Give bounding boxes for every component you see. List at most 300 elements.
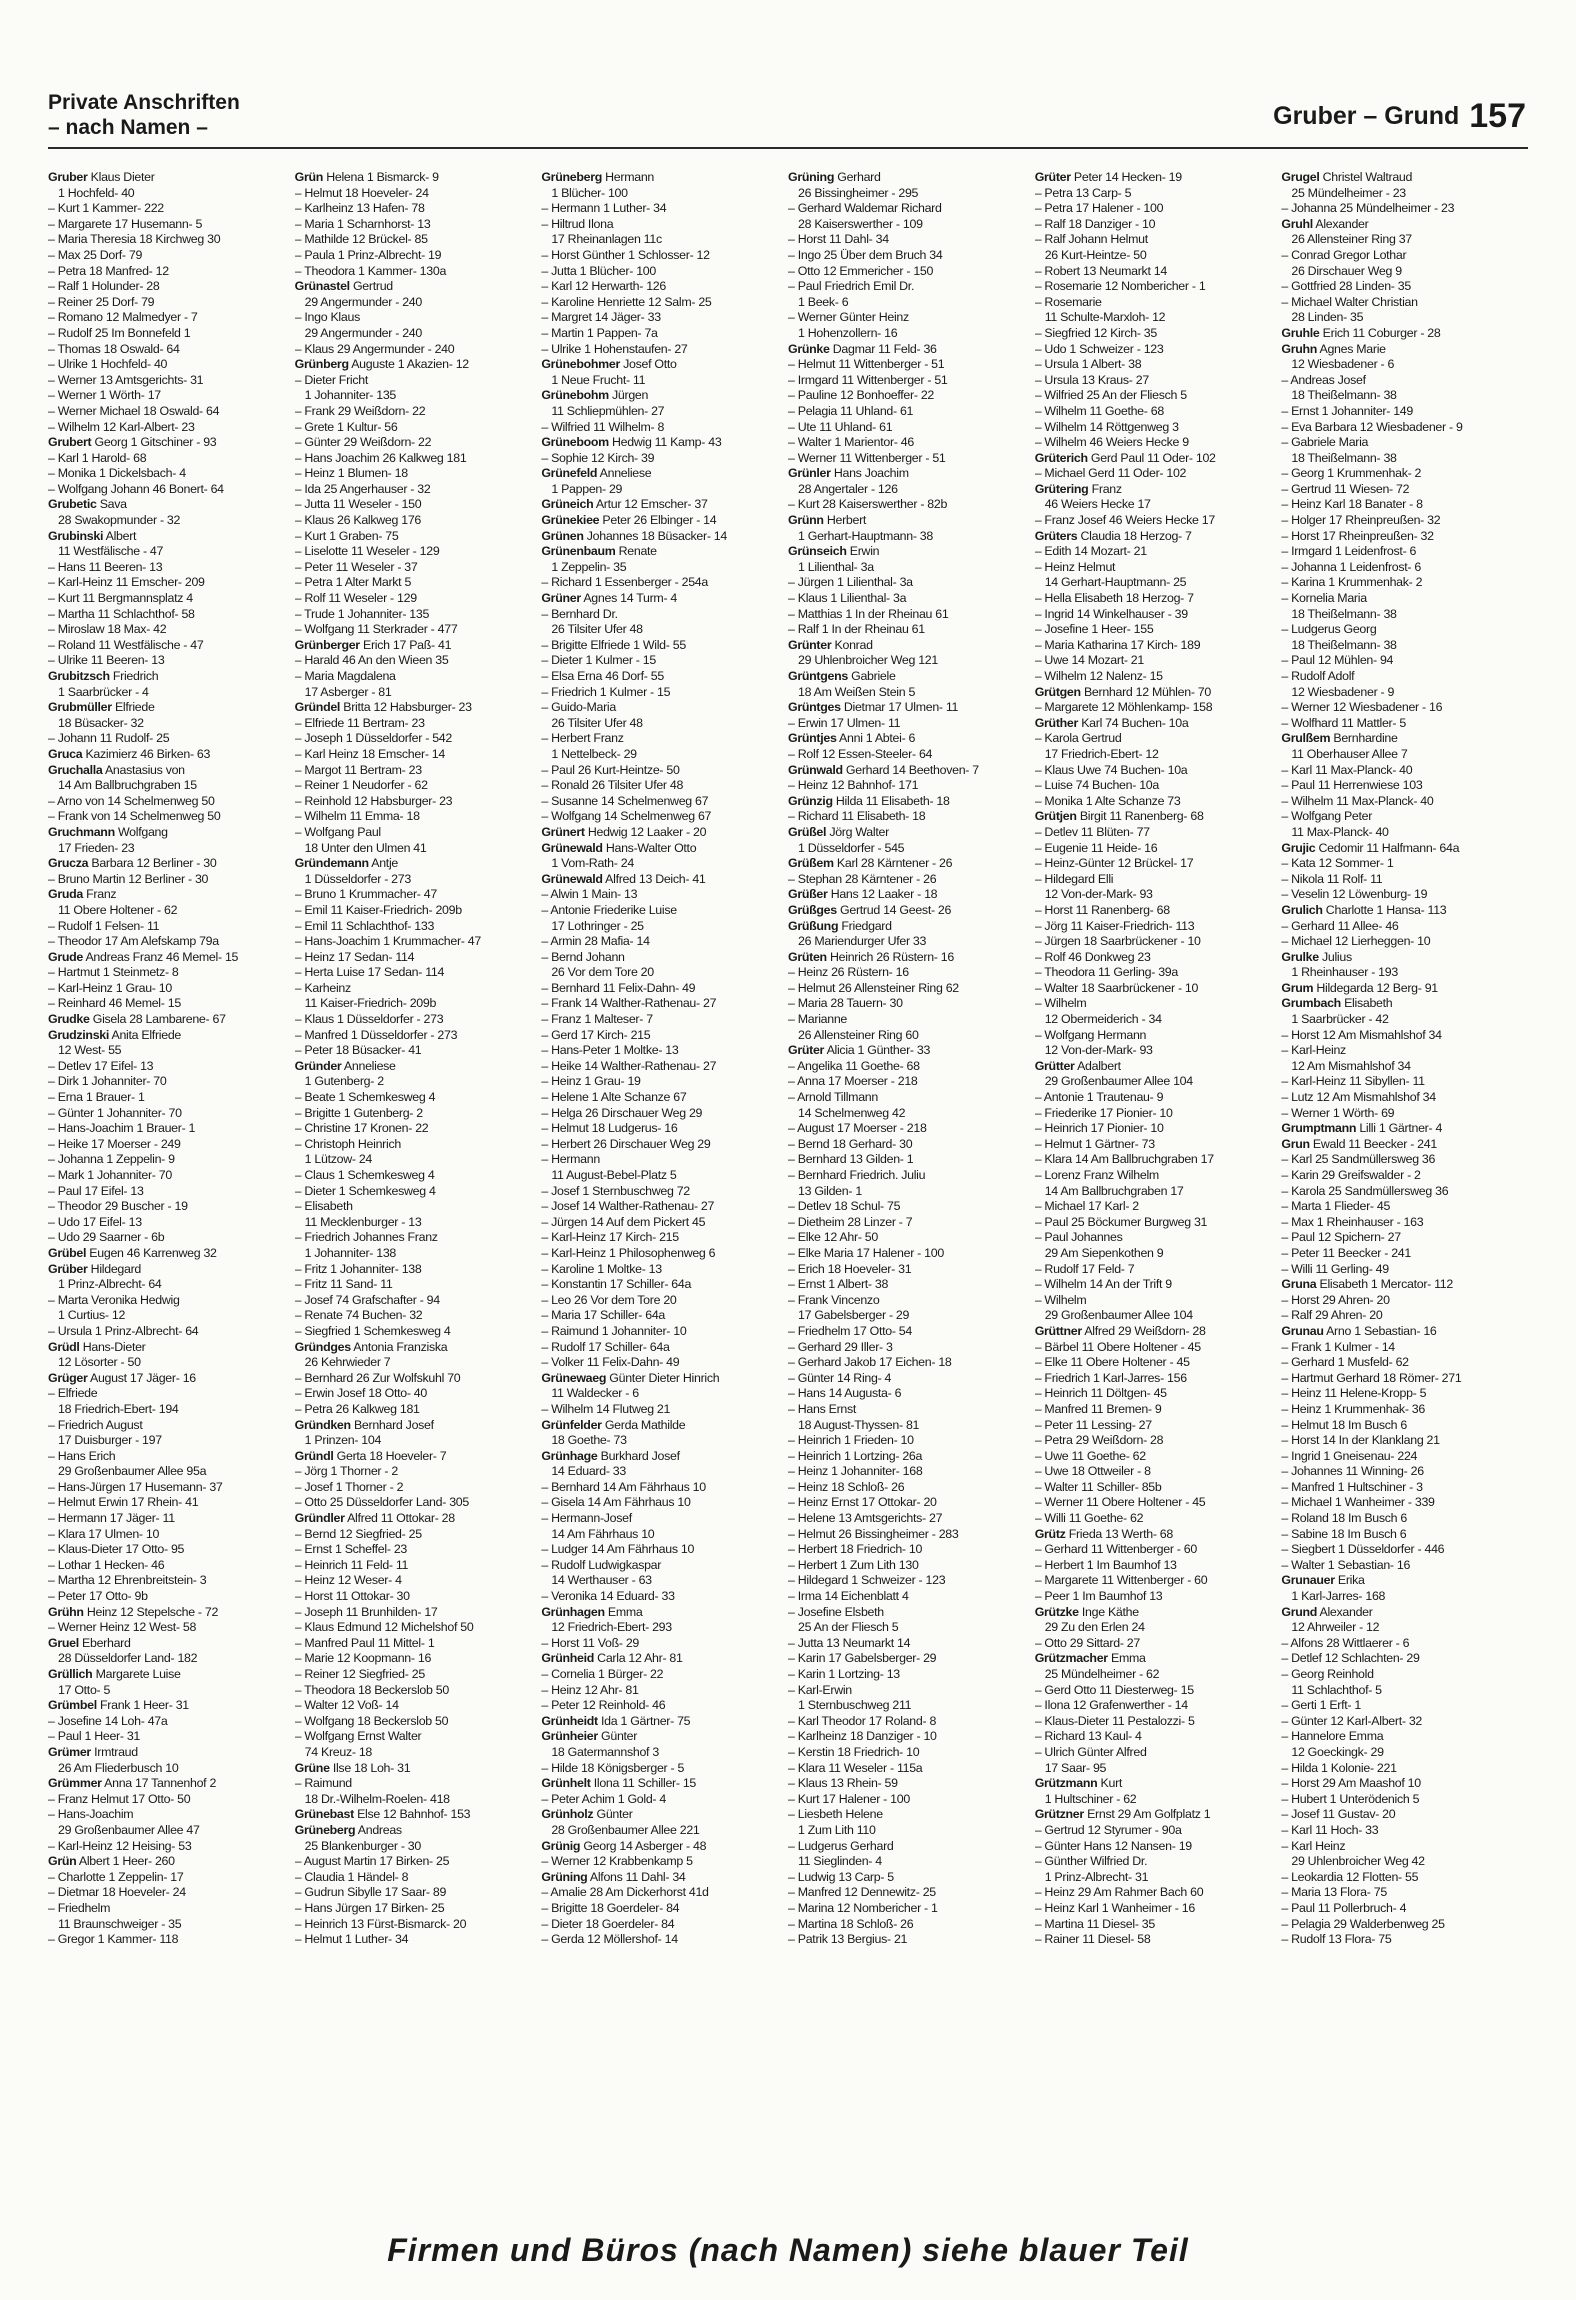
directory-entry: [788, 388, 1029, 404]
entry-text: – Josef 74 Grafschafter - 94: [294, 1292, 440, 1307]
entry-text: – Richard 1 Essenberger - 254a: [541, 575, 708, 590]
entry-text: Emma: [607, 1604, 643, 1619]
directory-entry: [1281, 1776, 1522, 1792]
directory-entry: [788, 1152, 1029, 1168]
entry-text: – Marina 12 Nombericher - 1: [788, 1900, 938, 1915]
directory-entry: [48, 607, 289, 623]
entry-text: – Monika 1 Dickelsbach- 4: [48, 466, 186, 481]
directory-entry: [788, 482, 1029, 498]
entry-text: – Rudolf 17 Feld- 7: [1034, 1261, 1135, 1276]
entry-text: – Ulrike 1 Hochfeld- 40: [48, 357, 168, 372]
directory-entry: [1035, 248, 1276, 264]
entry-text: – Elke 11 Obere Holtener - 45: [1034, 1355, 1190, 1370]
entry-text: – Günter 29 Weißdorn- 22: [294, 435, 432, 450]
directory-entry: [1035, 575, 1276, 591]
entry-text: – Horst 29 Ahren- 20: [1281, 1292, 1390, 1307]
directory-entry: [541, 451, 782, 467]
directory-entry: [541, 1137, 782, 1153]
entry-text: – Klaus Edmund 12 Michelshof 50: [294, 1620, 474, 1635]
directory-entry: [48, 1074, 289, 1090]
entry-text: Erika: [1337, 1573, 1365, 1588]
entry-text: Günter: [601, 1729, 638, 1744]
directory-entry: [295, 653, 536, 669]
directory-entry: [1281, 1542, 1522, 1558]
directory-entry: [1035, 451, 1276, 467]
entry-text: – Gottfried 28 Linden- 35: [1281, 279, 1411, 294]
surname: Gruca: [48, 746, 83, 761]
entry-text: – Richard 11 Elisabeth- 18: [788, 809, 926, 824]
directory-entry: [541, 1184, 782, 1200]
directory-entry: [541, 934, 782, 950]
directory-entry: [48, 420, 289, 436]
surname: Grund: [1281, 1604, 1318, 1619]
entry-text: – Siegbert 1 Düsseldorfer - 446: [1281, 1542, 1445, 1557]
directory-entry: [1281, 326, 1522, 342]
directory-entry: [1281, 607, 1522, 623]
directory-entry: [541, 1386, 782, 1402]
directory-entry: [1281, 950, 1522, 966]
surname: Grubetic: [48, 497, 97, 512]
entry-text: Dietmar 17 Ulmen- 11: [843, 700, 959, 715]
entry-text: – Jürgen 18 Saarbrückener - 10: [1034, 934, 1201, 949]
entry-text: – Ingrid 1 Gneisenau- 224: [1281, 1448, 1418, 1463]
entry-text: – Frank 1 Kulmer - 14: [1281, 1339, 1395, 1354]
directory-entry: [541, 1215, 782, 1231]
entry-text: – Matthias 1 In der Rheinau 61: [788, 606, 949, 621]
entry-text: 1 Curtius- 12: [58, 1308, 126, 1323]
entry-text: – Wilhelm 11 Emma- 18: [294, 809, 420, 824]
directory-entry: [1281, 1901, 1522, 1917]
entry-text: 1 Sternbuschweg 211: [798, 1698, 912, 1713]
entry-text: 12 Wiesbadener - 6: [1291, 357, 1395, 372]
directory-entry: [541, 965, 782, 981]
entry-text: – Herbert Franz: [541, 731, 624, 746]
entry-text: – Ursula 13 Kraus- 27: [1034, 372, 1149, 387]
entry-text: Alicia 1 Günther- 33: [826, 1043, 931, 1058]
directory-entry: [1281, 232, 1522, 248]
directory-entry: [1281, 1371, 1522, 1387]
directory-entry: [295, 435, 536, 451]
entry-text: 13 Gilden- 1: [798, 1183, 862, 1198]
directory-entry: [541, 466, 782, 482]
directory-entry: [788, 1511, 1029, 1527]
directory-entry: [48, 310, 289, 326]
surname: Grünert: [541, 824, 585, 839]
entry-text: – Rosemarie 12 Nombericher - 1: [1034, 279, 1206, 294]
entry-text: 17 Asberger - 81: [304, 684, 392, 699]
entry-text: 18 Friedrich-Ebert- 194: [58, 1401, 179, 1416]
directory-entry: [1281, 669, 1522, 685]
entry-text: – Horst 11 Dahl- 34: [788, 232, 889, 247]
directory-entry: [1035, 1308, 1276, 1324]
directory-entry: [48, 1683, 289, 1699]
surname: Grütgen: [1034, 684, 1081, 699]
directory-entry: [1035, 1885, 1276, 1901]
surname: Grudzinski: [48, 1027, 110, 1042]
entry-text: Artur 12 Emscher- 37: [595, 497, 708, 512]
directory-entry: [1035, 1854, 1276, 1870]
directory-entry: [295, 420, 536, 436]
directory-entry: [541, 232, 782, 248]
entry-text: 25 Mündelheimer - 23: [1291, 185, 1406, 200]
directory-entry: [788, 326, 1029, 342]
entry-text: Karl 74 Buchen- 10a: [1081, 715, 1189, 730]
entry-text: Friedrich: [112, 669, 159, 683]
entry-text: Sava: [99, 497, 127, 512]
directory-entry: [1035, 1776, 1276, 1792]
surname: Grubinski: [48, 528, 104, 543]
entry-text: 18 Dr.-Wilhelm-Roelen- 418: [304, 1791, 450, 1806]
entry-text: 29 Angermunder - 240: [304, 325, 422, 340]
directory-entry: [48, 1854, 289, 1870]
directory-entry: [541, 1854, 782, 1870]
entry-text: – Irmgard 11 Wittenberger - 51: [788, 372, 948, 387]
surname: Grünberger: [294, 637, 360, 652]
directory-entry: [1281, 934, 1522, 950]
entry-text: – Hannelore Emma: [1281, 1729, 1384, 1744]
entry-text: 18 August-Thyssen- 81: [798, 1417, 920, 1432]
surname: Gründl: [294, 1448, 334, 1463]
entry-text: – Ralf 1 Holunder- 28: [48, 279, 160, 294]
directory-entry: [295, 201, 536, 217]
surname: Grünebast: [294, 1807, 354, 1822]
surname: Grünewaeg: [541, 1370, 607, 1385]
entry-text: Bernhardine: [1333, 731, 1398, 746]
directory-entry: [541, 731, 782, 747]
entry-text: Emma: [1110, 1651, 1146, 1666]
directory-entry: [541, 404, 782, 420]
directory-entry: [788, 1418, 1029, 1434]
entry-text: – Ursula 1 Albert- 38: [1034, 357, 1142, 372]
entry-text: – Liselotte 11 Weseler - 129: [294, 544, 440, 559]
entry-text: – Willi 11 Goethe- 62: [1034, 1511, 1144, 1526]
directory-entry: [48, 1199, 289, 1215]
entry-text: Gertrud: [352, 279, 393, 294]
entry-text: – Kata 12 Sommer- 1: [1281, 856, 1394, 871]
entry-text: – Marie 12 Koopmann- 16: [294, 1651, 432, 1666]
directory-entry: [1281, 1761, 1522, 1777]
entry-text: 11 Schulte-Marxloh- 12: [1044, 310, 1166, 325]
entry-text: 12 Obermeiderich - 34: [1044, 1012, 1162, 1027]
directory-entry: [295, 685, 536, 701]
directory-entry: [295, 1433, 536, 1449]
entry-text: – Armin 28 Mafia- 14: [541, 934, 650, 949]
directory-entry: [48, 841, 289, 857]
directory-entry: [295, 1761, 536, 1777]
directory-entry: [1035, 1620, 1276, 1636]
entry-text: – Christoph Heinrich: [294, 1136, 401, 1151]
entry-text: – Hans-Peter 1 Moltke- 13: [541, 1043, 679, 1058]
entry-text: – Elke Maria 17 Halener - 100: [788, 1245, 944, 1260]
entry-text: – Walter 11 Schiller- 85b: [1034, 1479, 1162, 1494]
entry-text: 12 Friedrich-Ebert- 293: [551, 1620, 672, 1635]
directory-entry: [788, 560, 1029, 576]
directory-entry: [48, 1729, 289, 1745]
entry-text: – Gerd Otto 11 Diesterweg- 15: [1034, 1682, 1194, 1697]
entry-text: – Günther Wilfried Dr.: [1034, 1854, 1148, 1869]
entry-text: – Ernst 1 Albert- 38: [788, 1277, 889, 1292]
directory-entry: [541, 1090, 782, 1106]
directory-entry: [541, 373, 782, 389]
entry-text: – Thomas 18 Oswald- 64: [48, 341, 180, 356]
entry-text: – Wilhelm: [1034, 1292, 1087, 1307]
entry-text: – Margarete 17 Husemann- 5: [48, 216, 203, 231]
directory-entry: [295, 264, 536, 280]
entry-text: – Werner 1 Wörth- 17: [48, 388, 161, 403]
directory-entry: [541, 638, 782, 654]
entry-text: Ida 1 Gärtner- 75: [601, 1713, 691, 1728]
entry-text: – Theodora 11 Gerling- 39a: [1034, 965, 1178, 980]
entry-text: 14 Am Ballbruchgraben 17: [1044, 1183, 1184, 1198]
directory-entry: [1281, 856, 1522, 872]
entry-text: – Hermann 1 Luther- 34: [541, 201, 667, 216]
entry-text: – Siegfried 1 Schemkesweg 4: [294, 1323, 451, 1338]
directory-entry: [1281, 217, 1522, 233]
entry-text: 29 Großenbaumer Allee 104: [1044, 1074, 1193, 1089]
directory-entry: [48, 1667, 289, 1683]
entry-text: Peter 14 Hecken- 19: [1073, 170, 1182, 184]
entry-text: – Michael Gerd 11 Oder- 102: [1034, 466, 1187, 481]
directory-entry: [48, 763, 289, 779]
entry-text: – Arnold Tillmann: [788, 1090, 878, 1105]
directory-entry: [788, 529, 1029, 545]
entry-text: – Petra 13 Carp- 5: [1034, 185, 1132, 200]
directory-entry: [295, 856, 536, 872]
directory-entry: [788, 1043, 1029, 1059]
entry-text: – Hiltrud Ilona: [541, 216, 614, 231]
directory-entry: [1035, 1028, 1276, 1044]
entry-text: – Paula 1 Prinz-Albrecht- 19: [294, 247, 442, 262]
directory-entry: [48, 731, 289, 747]
entry-text: – Wilhelm 14 An der Trift 9: [1034, 1277, 1172, 1292]
entry-text: – Heinrich 11 Döltgen- 45: [1034, 1386, 1167, 1401]
entry-text: – Peter Achim 1 Gold- 4: [541, 1791, 666, 1806]
directory-entry: [788, 1199, 1029, 1215]
directory-entry: [541, 264, 782, 280]
directory-entry: [788, 1028, 1029, 1044]
entry-text: – Brigitte Elfriede 1 Wild- 55: [541, 637, 686, 652]
directory-entry: [48, 451, 289, 467]
surname: Grüterich: [1034, 450, 1088, 465]
directory-entry: [788, 856, 1029, 872]
entry-text: – Gertrud 11 Wiesen- 72: [1281, 481, 1410, 496]
directory-entry: [541, 591, 782, 607]
entry-text: Claudia 18 Herzog- 7: [1080, 528, 1192, 543]
surname: Grünig: [541, 1838, 581, 1853]
directory-entry: [295, 497, 536, 513]
directory-entry: [1035, 700, 1276, 716]
entry-text: – Kurt 28 Kaiserswerther - 82b: [788, 497, 948, 512]
directory-entry: [48, 497, 289, 513]
directory-entry: [1035, 653, 1276, 669]
directory-entry: [1281, 1418, 1522, 1434]
directory-entry: [1035, 1667, 1276, 1683]
directory-entry: [1281, 466, 1522, 482]
entry-text: Franz: [1091, 481, 1122, 496]
directory-entry: [295, 872, 536, 888]
directory-entry: [48, 685, 289, 701]
directory-entry: [1035, 1277, 1276, 1293]
directory-entry: [48, 1028, 289, 1044]
directory-entry: [788, 1605, 1029, 1621]
directory-entry: [541, 342, 782, 358]
directory-entry: [788, 404, 1029, 420]
entry-text: Hedwig 11 Kamp- 43: [612, 435, 722, 450]
entry-text: – Helene 1 Alte Schanze 67: [541, 1090, 687, 1105]
directory-entry: [1281, 1807, 1522, 1823]
entry-text: – Peter 11 Lessing- 27: [1034, 1417, 1152, 1432]
directory-entry: [788, 1917, 1029, 1933]
entry-text: – Günter 14 Ring- 4: [788, 1370, 892, 1385]
directory-entry: [1035, 1106, 1276, 1122]
entry-text: 11 Obere Holtener - 62: [58, 902, 178, 917]
entry-text: – Paul 11 Herrenwiese 103: [1281, 778, 1423, 793]
entry-text: – Ralf 18 Danziger - 10: [1034, 216, 1156, 231]
entry-text: Hilda 11 Elisabeth- 18: [835, 793, 950, 808]
entry-text: – Elsa Erna 46 Dorf- 55: [541, 669, 664, 683]
surname: Grüntgens: [788, 669, 848, 683]
entry-text: – Cornelia 1 Bürger- 22: [541, 1667, 664, 1681]
directory-entry: [1281, 1199, 1522, 1215]
entry-text: – Manfred 12 Dennewitz- 25: [788, 1885, 936, 1900]
directory-entry: [1281, 1714, 1522, 1730]
entry-text: – Detlev 11 Blüten- 77: [1034, 824, 1150, 839]
entry-text: – Karlheinz 13 Hafen- 78: [294, 201, 425, 216]
entry-text: 25 An der Fliesch 5: [798, 1620, 899, 1635]
entry-text: – Ernst 1 Scheffel- 23: [294, 1542, 407, 1557]
entry-text: – Marta 1 Flieder- 45: [1281, 1199, 1391, 1214]
entry-text: – Bruno 1 Krummacher- 47: [294, 887, 437, 902]
directory-entry: [295, 622, 536, 638]
entry-text: 1 Lilienthal- 3a: [798, 559, 874, 574]
entry-text: – Reinhard 46 Memel- 15: [48, 996, 181, 1011]
directory-entry: [541, 170, 782, 186]
directory-entry: [541, 607, 782, 623]
entry-text: – Dirk 1 Johanniter- 70: [48, 1074, 167, 1089]
directory-entry: [295, 544, 536, 560]
surname: Gruhl: [1281, 216, 1313, 231]
entry-text: 1 Saarbrücker - 4: [58, 684, 149, 699]
entry-text: 26 Dirschauer Weg 9: [1291, 263, 1402, 278]
entry-text: – Maria Magdalena: [294, 669, 396, 683]
directory-entry: [48, 1932, 289, 1948]
surname: Gruhn: [1281, 341, 1318, 356]
entry-text: 28 Großenbaumer Allee 221: [551, 1822, 700, 1837]
directory-entry: [1035, 1745, 1276, 1761]
entry-text: – Hermann: [541, 1152, 600, 1167]
entry-text: – Heinz 11 Helene-Kropp- 5: [1281, 1386, 1427, 1401]
entry-text: – Herbert 1 Zum Lith 130: [788, 1557, 919, 1572]
header-rule: [48, 147, 1528, 149]
entry-text: 1 Prinz-Albrecht- 31: [1044, 1869, 1149, 1884]
entry-text: – Guido-Maria: [541, 700, 616, 715]
directory-entry: [1035, 1464, 1276, 1480]
entry-text: – Marianne: [788, 1012, 848, 1027]
directory-entry: [1035, 373, 1276, 389]
entry-text: – Helmut 1 Gärtner- 73: [1034, 1136, 1155, 1151]
directory-entry: [48, 1714, 289, 1730]
directory-entry: [541, 1885, 782, 1901]
entry-text: – Josef 14 Walther-Rathenau- 27: [541, 1199, 715, 1214]
entry-text: Gerta 18 Hoeveler- 7: [336, 1448, 447, 1463]
entry-text: – Georg Reinhold: [1281, 1667, 1374, 1681]
directory-entry: [48, 1308, 289, 1324]
directory-entry: [48, 482, 289, 498]
directory-entry: [1035, 420, 1276, 436]
entry-text: Anita Elfriede: [111, 1027, 181, 1042]
entry-text: – Wolfgang Ernst Walter: [294, 1729, 422, 1744]
directory-entry: [1035, 310, 1276, 326]
entry-text: – Bernd Johann: [541, 949, 625, 964]
directory-entry: [541, 1605, 782, 1621]
entry-text: – Petra 29 Weißdorn- 28: [1034, 1433, 1164, 1448]
entry-text: Agnes Marie: [1319, 341, 1386, 356]
directory-entry: [295, 357, 536, 373]
entry-text: – Wolfgang Peter: [1281, 809, 1373, 824]
surname: Grüßung: [788, 918, 839, 933]
entry-text: – Heinrich 1 Lortzing- 26a: [788, 1448, 923, 1463]
directory-entry: [541, 186, 782, 202]
directory-entry: [295, 1090, 536, 1106]
directory-entry: [541, 903, 782, 919]
directory-entry: [788, 841, 1029, 857]
directory-entry: [541, 887, 782, 903]
surname: Grüber: [48, 1261, 88, 1276]
entry-text: Bernhard Josef: [353, 1417, 434, 1432]
entry-text: Alfred 29 Weißdorn- 28: [1084, 1323, 1206, 1338]
entry-text: – Heinz 26 Rüstern- 16: [788, 965, 909, 980]
directory-entry: [788, 1729, 1029, 1745]
entry-text: – Uwe 11 Goethe- 62: [1034, 1448, 1146, 1463]
entry-text: – Uwe 18 Ottweiler - 8: [1034, 1464, 1151, 1479]
directory-entry: [1035, 357, 1276, 373]
entry-text: – Helmut 11 Wittenberger - 51: [788, 357, 945, 372]
directory-entry: [295, 482, 536, 498]
entry-text: 17 Gabelsberger - 29: [798, 1308, 910, 1323]
directory-entry: [788, 544, 1029, 560]
directory-entry: [1035, 326, 1276, 342]
entry-text: Adalbert: [1077, 1058, 1121, 1073]
directory-entry: [788, 1168, 1029, 1184]
surname: Grumptmann: [1281, 1121, 1357, 1136]
directory-entry: [1281, 1137, 1522, 1153]
directory-entry: [541, 357, 782, 373]
directory-entry: [1035, 763, 1276, 779]
surname: Grüßem: [788, 856, 834, 871]
directory-entry: [541, 825, 782, 841]
directory-entry: [1281, 1215, 1522, 1231]
entry-text: – Maria 17 Schiller- 64a: [541, 1308, 665, 1323]
entry-text: – Johannes 11 Winning- 26: [1281, 1464, 1424, 1479]
entry-text: Georg 1 Gitschiner - 93: [94, 435, 217, 450]
entry-text: – Elfriede 11 Bertram- 23: [294, 715, 425, 730]
entry-text: – Gerd 17 Kirch- 215: [541, 1027, 651, 1042]
entry-text: Barbara 12 Berliner - 30: [91, 856, 217, 871]
directory-entry: [48, 1464, 289, 1480]
entry-text: – Peter 11 Beecker - 241: [1281, 1245, 1411, 1260]
entry-text: 11 Waldecker - 6: [551, 1386, 639, 1401]
entry-text: – Werner 1 Wörth- 69: [1281, 1105, 1395, 1120]
directory-entry: [1281, 1043, 1522, 1059]
directory-entry: [1035, 1137, 1276, 1153]
directory-entry: [788, 887, 1029, 903]
entry-text: – Luise 74 Buchen- 10a: [1034, 778, 1159, 793]
surname: Grünheidt: [541, 1713, 598, 1728]
entry-text: 1 Rheinhauser - 193: [1291, 965, 1398, 980]
page-section-title: [48, 90, 240, 140]
entry-text: – Reiner 25 Dorf- 79: [48, 294, 155, 309]
directory-entry: [1281, 1293, 1522, 1309]
